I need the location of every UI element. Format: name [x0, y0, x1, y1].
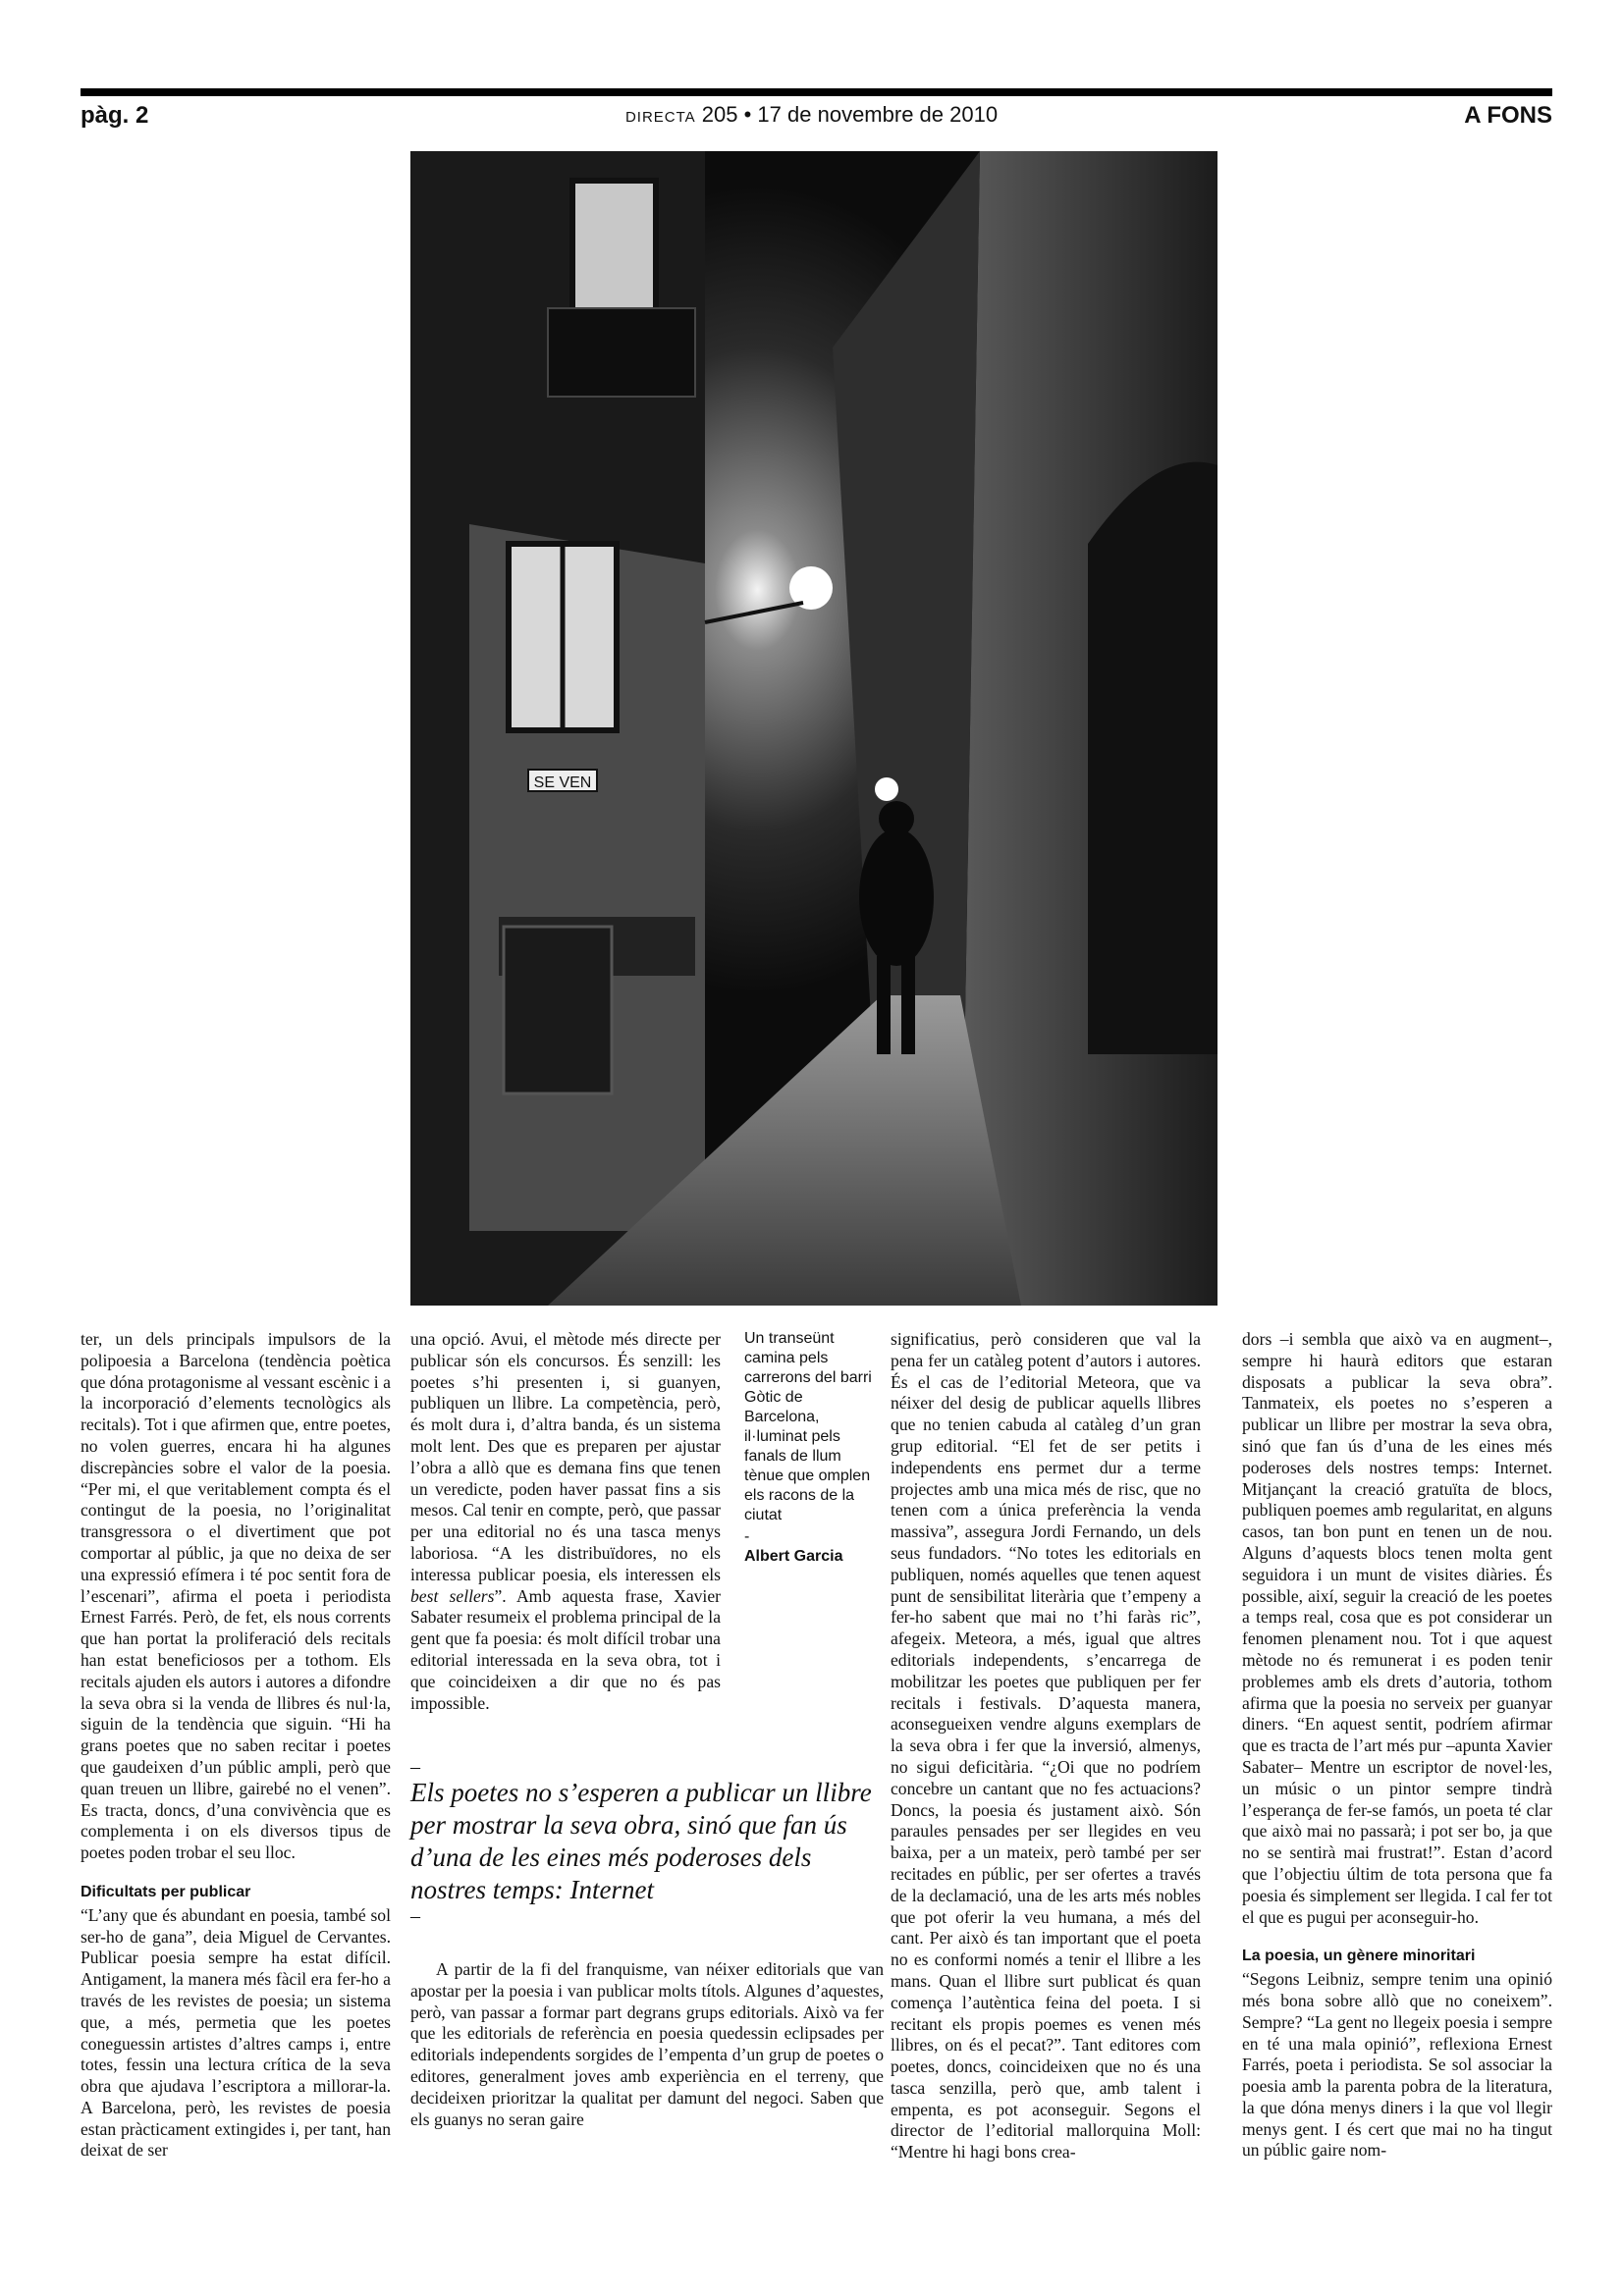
col4-paragraph-2: “Segons Leibniz, sempre tenim una opinió més bona sobre allò que no coneixem”. Sempre? “La gent no llegeix poesia i sempre en té una mala opinió”, reflexiona Ernest Farrés, poeta i periodista. Se sol associar la poesia amb la parenta pobra de la literatura, la que dóna menys diners i la que vol llegir menys gent. I és cert que mai no ha tingut un públic gaire nom- [1242, 1969, 1552, 2161]
col2-text-a: una opció. Avui, el mètode més directe per publicar són els concursos. És senzill: les poetes s’hi presenten i, si guanyen, publiquen un llibre. La competència, però, és molt dura i, d’altra banda, és un sistema molt lent. Des que es preparen per ajustar l’obra a allò que es demana fins que tenen un veredicte, poden haver passat fins a sis mesos. Cal tenir en compte, però, que passar per una editorial no és una tasca menys laboriosa. “A les distribuïdores, no els interessa publicar poesia, els interessen els [410, 1329, 721, 1584]
section-name: A FONS [1464, 102, 1552, 129]
col2-text-b: ”. Amb aquesta frase, Xavier Sabater resumeix el problema principal de la gent que fa poesia: és molt difícil trobar una editorial interessada en la seva obra, tot i que coincideixen a dir que no és pas impossible. [410, 1585, 721, 1713]
col3-paragraph-1: significatius, però consideren que val la pena fer un catàleg potent d’autors i autores. És el cas de l’editorial Meteora, que va néixer del desig de publicar aquells llibres que no tenien cabuda al catàleg d’un gran grup editorial. “El fet de ser petits i independents ens permet dur a terme projectes amb una mica més de risc, que no tenen com a única preferència la venda massiva”, assegura Jordi Fernando, un dels seus fundadors. “No totes les editorials en publiquen, només aquelles que tenen aquest punt de sensibilitat literària que t’empeny a fer-ho sabent que mai no t’hi faràs ric”, afegeix. Meteora, a més, igual que altres editorials independents, s’encarrega de mobilitzar les poetes que publiquen per fer recitals i festivals. D’aquesta manera, aconsegueixen vendre alguns exemplars de la seva obra i fer que la inversió, almenys, no sigui deficitària. “¿Oi que no podríem concebre un cantant que no fes actuacions? Doncs, la poesia és justament això. Són paraules pensades per ser llegides en veu baixa, per a un mateix, però també per ser recitades en públic, per ser ofertes a través de la declamació, una de les arts més nobles que pot oferir la veu humana, a més del cant. Per això és tan important que el poeta no es conformi només a tenir el llibre a les mans. Quan el llibre surt publicat és quan comença l’autèntica feina del poeta. I si recitant els propis poemes es venen més llibres, on és el pecat?”. Tant editores com poetes, doncs, coincideixen que no és una tasca senzilla, però que, amb talent i empenta, es pot aconseguir. Segons el director de l’editorial mallorquina Moll: “Mentre hi hagi bons crea- [891, 1329, 1201, 2163]
street-photo [410, 151, 1217, 1306]
pullquote-dash-top: – [410, 1756, 420, 1778]
photo-sign: SE VEN [533, 774, 592, 791]
brand-name: DIRECTA [624, 109, 696, 126]
photo-caption [744, 1329, 882, 1567]
page-number: pàg. 2 [81, 102, 149, 129]
col1-paragraph-2: “L’any que és abundant en poesia, també sol ser-ho de gana”, deia Miguel de Cervantes. Publicar poesia sempre ha estat difícil. Antigament, la manera més fàcil era fer-ho a través de les revistes de poesia; un sistema que, a més, permetia que les poetes coneguessin artistes d’altres camps i, entre totes, fessin una lectura crítica de la seva obra que ajudava l’escriptora a millorar-la. A Barcelona, però, les revistes de poesia estan pràcticament extingides i, per tant, han deixat de ser [81, 1904, 391, 2161]
pullquote-dash-bottom: – [410, 1905, 420, 1927]
issue-info [0, 102, 1623, 128]
issue-date: 205 • 17 de novembre de 2010 [701, 102, 999, 127]
col2-italic-term: best sellers [410, 1585, 495, 1606]
photo-credit: Albert Garcia [744, 1548, 843, 1565]
subhead-dificultats: Dificultats per publicar [81, 1883, 251, 1900]
pullquote-text: Els poetes no s’esperen a publicar un llibre per mostrar la seva obra, sinó que fan ús d’una de les eines més poderoses dels nostres temps: Internet [410, 1778, 872, 1904]
caption-dash: - [744, 1528, 750, 1545]
pullquote [410, 1757, 884, 1926]
column-2 [410, 1329, 721, 1714]
column-2-lower [410, 1959, 884, 2130]
caption-text: Un transeünt camina pels carrerons del barri Gòtic de Barcelona, il·luminat pels fanals de llum tènue que omplen els racons de la ciutat [744, 1330, 872, 1523]
night-street-photo-icon [410, 151, 1217, 1306]
col4-paragraph-1: dors –i sembla que això va en augment–, sempre hi haurà editors que estaran disposats a publicar la seva obra”. Tanmateix, els poetes no s’esperen a publicar un llibre per mostrar la seva obra, sinó que fan ús d’una de les eines més poderoses dels nostres temps: Internet. Mitjançant la creació gratuïta de blocs, publiquen poemes amb regularitat, en alguns casos, tan bon punt en tenen un de nou. Alguns d’aquests blocs tenen molta gent seguidora i un munt de visites diàries. És possible, així, seguir la creació de les poetes a temps real, cosa que es pot considerar un fenomen plenament nou. Tot i que aquest mètode no és remunerat i es poden tenir problemes amb els drets d’autoria, tothom afirma que la poesia no serveix per guanyar diners. “En aquest sentit, podríem afirmar que es tracta de l’art més pur –apunta Xavier Sabater– Mentre un escriptor de novel·les, un músic o un pintor sempre tindrà l’esperança de fer-se famós, un poeta té clar que això mai no passarà; i pot ser bo, ja que no se sentirà mai frustrat!”. Estan d’acord que l’objectiu últim de tota persona que fa poesia és simplement ser llegida. I cal fer tot el que es pugui per aconseguir-ho. [1242, 1329, 1552, 1927]
col2-paragraph-2: A partir de la fi del franquisme, van néixer editorials que van apostar per la poesia i van publicar molts títols. Algunes d’aquestes, però, van passar a formar part degrans grups editorials. Això va fer que les editorials de referència en poesia quedessin eclipsades per editorials independents sorgides de l’empenta d’un grup de poetes o editores, generalment joves amb experiència en el terreny, que decideixen prioritzar la qualitat per damunt del negoci. Saben que els guanys no seran gaire [410, 1959, 884, 2129]
column-1 [81, 1329, 391, 2162]
col1-paragraph-1: ter, un dels principals impulsors de la polipoesia a Barcelona (tendència poètica que dóna protagonisme al vessant escènic i a la incorporació d’elements tecnològics als recitals). Tot i que afirmen que, entre poetes, no volen guerres, encara hi ha algunes discrepàncies sobre el valor de la poesia. “Per mi, el que veritablement compta és el contingut de la poesia, no l’originalitat transgressora o el divertiment que pot comportar al públic, ja que no deixa de ser una expressió efímera i té poc sentit fora de l’escenari”, afirma el poeta i periodista Ernest Farrés. Però, de fet, els nous corrents que han portat la proliferació dels recitals han estat beneficiosos per a tothom. Els recitals ajuden els autors i autores a difondre la seva obra si la venda de llibres és nul·la, siguin de la tendència que siguin. “Hi ha grans poetes que no saben recitar i poetes que gaudeixen d’un públic ampli, però que quan treuen un llibre, gairebé no el venen”. Es tracta, doncs, d’una convivència que es complementa i on els diversos tipus de poetes poden trobar el seu lloc. [81, 1329, 391, 1863]
top-rule [81, 88, 1552, 96]
column-4 [1242, 1329, 1552, 2162]
col2-paragraph-1 [410, 1329, 721, 1714]
column-3 [891, 1329, 1201, 2163]
subhead-poesia-minoritari: La poesia, un gènere minoritari [1242, 1948, 1476, 1965]
